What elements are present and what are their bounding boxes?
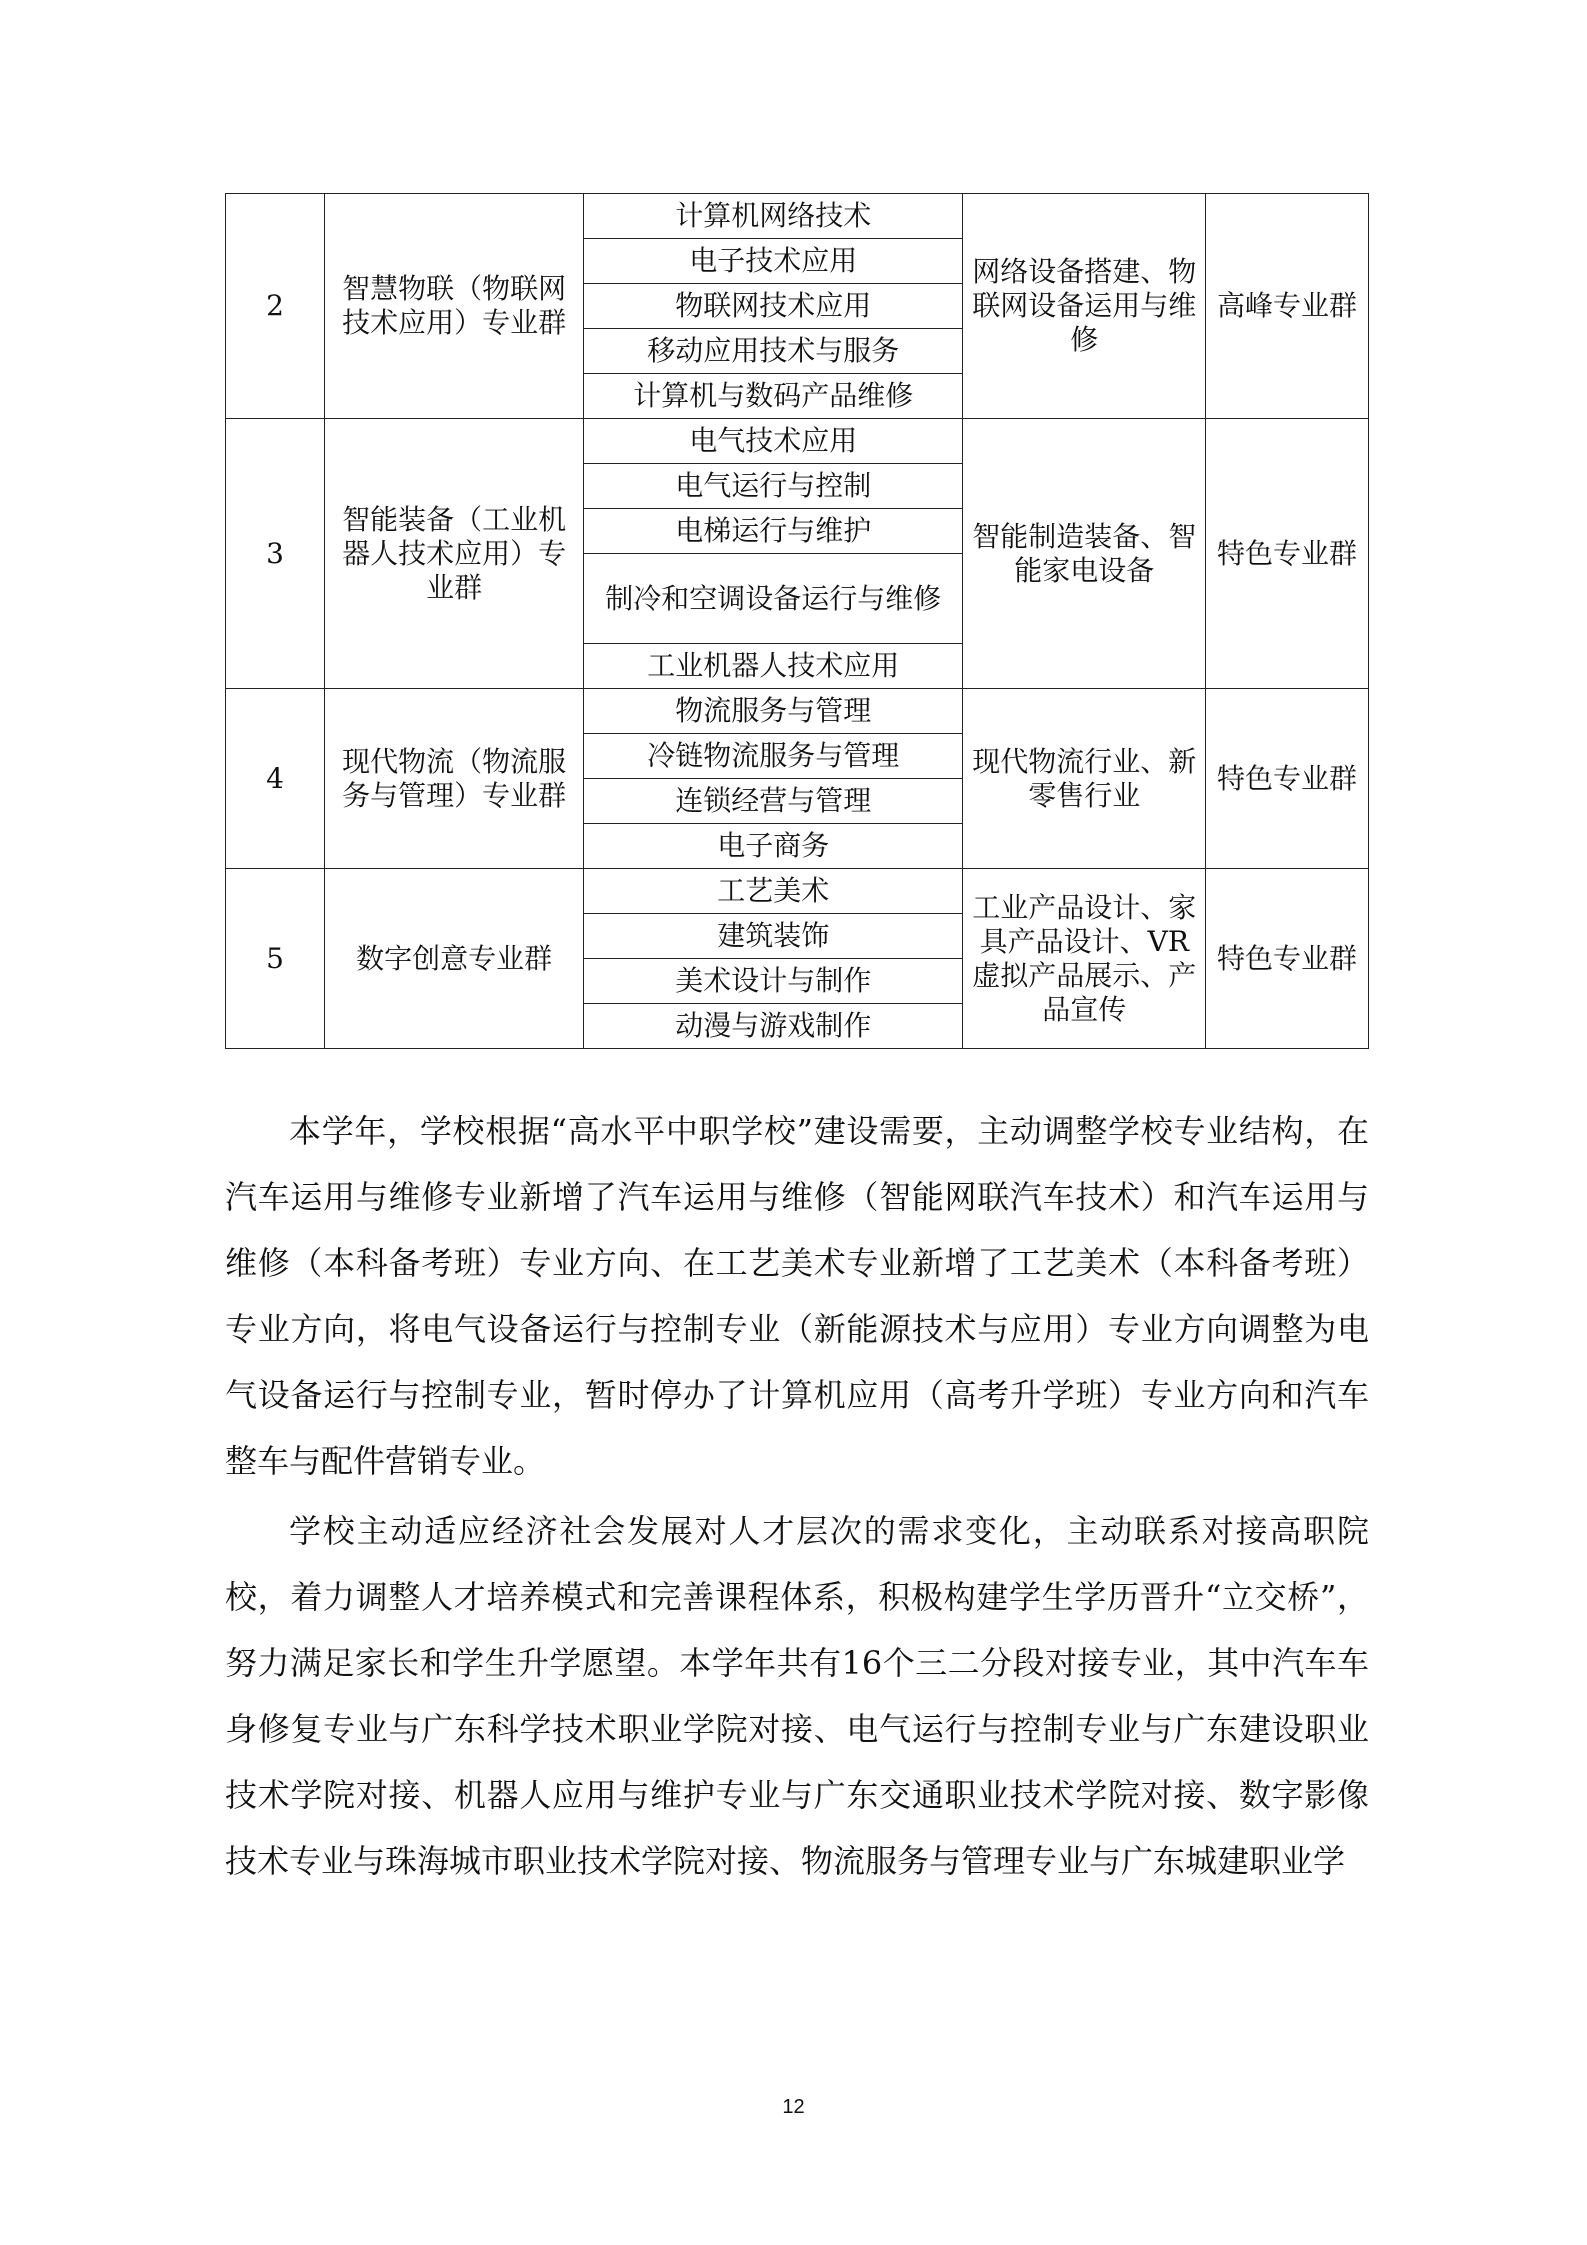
major-cell: 电梯运行与维护	[584, 509, 963, 554]
group-number: 3	[226, 419, 325, 689]
level-cell: 高峰专业群	[1206, 194, 1369, 419]
level-cell: 特色专业群	[1206, 869, 1369, 1049]
group-name: 现代物流（物流服务与管理）专业群	[325, 689, 584, 869]
level-cell: 特色专业群	[1206, 689, 1369, 869]
major-cell: 电子商务	[584, 824, 963, 869]
major-cell: 工艺美术	[584, 869, 963, 914]
paragraph: 学校主动适应经济社会发展对人才层次的需求变化，主动联系对接高职院校，着力调整人才培养模式和完善课程体系，积极构建学生学历晋升“立交桥”，努力满足家长和学生升学愿望。本学年共有16个三二分段对接专业，其中汽车车身修复专业与广东科学技术职业学院对接、电气运行与控制专业与广东建设职业技术学院对接、机器人应用与维护专业与广东交通职业技术学院对接、数字影像技术专业与珠海城市职业技术学院对接、物流服务与管理专业与广东城建职业学	[225, 1512, 1369, 1880]
industry-cell: 工业产品设计、家具产品设计、VR虚拟产品展示、产品宣传	[963, 869, 1206, 1049]
major-cell: 工业机器人技术应用	[584, 644, 963, 689]
major-cell: 电子技术应用	[584, 239, 963, 284]
major-cell: 制冷和空调设备运行与维修	[584, 554, 963, 644]
group-name: 智慧物联（物联网技术应用）专业群	[325, 194, 584, 419]
table-row	[226, 419, 1369, 464]
major-cell: 移动应用技术与服务	[584, 329, 963, 374]
group-number: 2	[226, 194, 325, 419]
specialty-groups-table	[225, 193, 1369, 1049]
major-cell: 电气技术应用	[584, 419, 963, 464]
group-name: 智能装备（工业机器人技术应用）专业群	[325, 419, 584, 689]
group-number: 4	[226, 689, 325, 869]
industry-cell: 智能制造装备、智能家电设备	[963, 419, 1206, 689]
industry-cell: 现代物流行业、新零售行业	[963, 689, 1206, 869]
industry-cell: 网络设备搭建、物联网设备运用与维修	[963, 194, 1206, 419]
table-row	[226, 194, 1369, 239]
major-cell: 动漫与游戏制作	[584, 1004, 963, 1049]
group-number: 5	[226, 869, 325, 1049]
page-number: 12	[782, 2096, 805, 2118]
major-cell: 计算机网络技术	[584, 194, 963, 239]
table-row	[226, 869, 1369, 914]
major-cell: 电气运行与控制	[584, 464, 963, 509]
major-cell: 美术设计与制作	[584, 959, 963, 1004]
major-cell: 物联网技术应用	[584, 284, 963, 329]
level-cell: 特色专业群	[1206, 419, 1369, 689]
major-cell: 计算机与数码产品维修	[584, 374, 963, 419]
major-cell: 连锁经营与管理	[584, 779, 963, 824]
major-cell: 物流服务与管理	[584, 689, 963, 734]
major-cell: 建筑装饰	[584, 914, 963, 959]
group-name: 数字创意专业群	[325, 869, 584, 1049]
major-cell: 冷链物流服务与管理	[584, 734, 963, 779]
table-row	[226, 689, 1369, 734]
body-text	[225, 1098, 1369, 1898]
paragraph: 本学年，学校根据“高水平中职学校”建设需要，主动调整学校专业结构，在汽车运用与维修专业新增了汽车运用与维修（智能网联汽车技术）和汽车运用与维修（本科备考班）专业方向、在工艺美术专业新增了工艺美术（本科备考班）专业方向，将电气设备运行与控制专业（新能源技术与应用）专业方向调整为电气设备运行与控制专业，暂时停办了计算机应用（高考升学班）专业方向和汽车整车与配件营销专业。	[225, 1112, 1369, 1480]
